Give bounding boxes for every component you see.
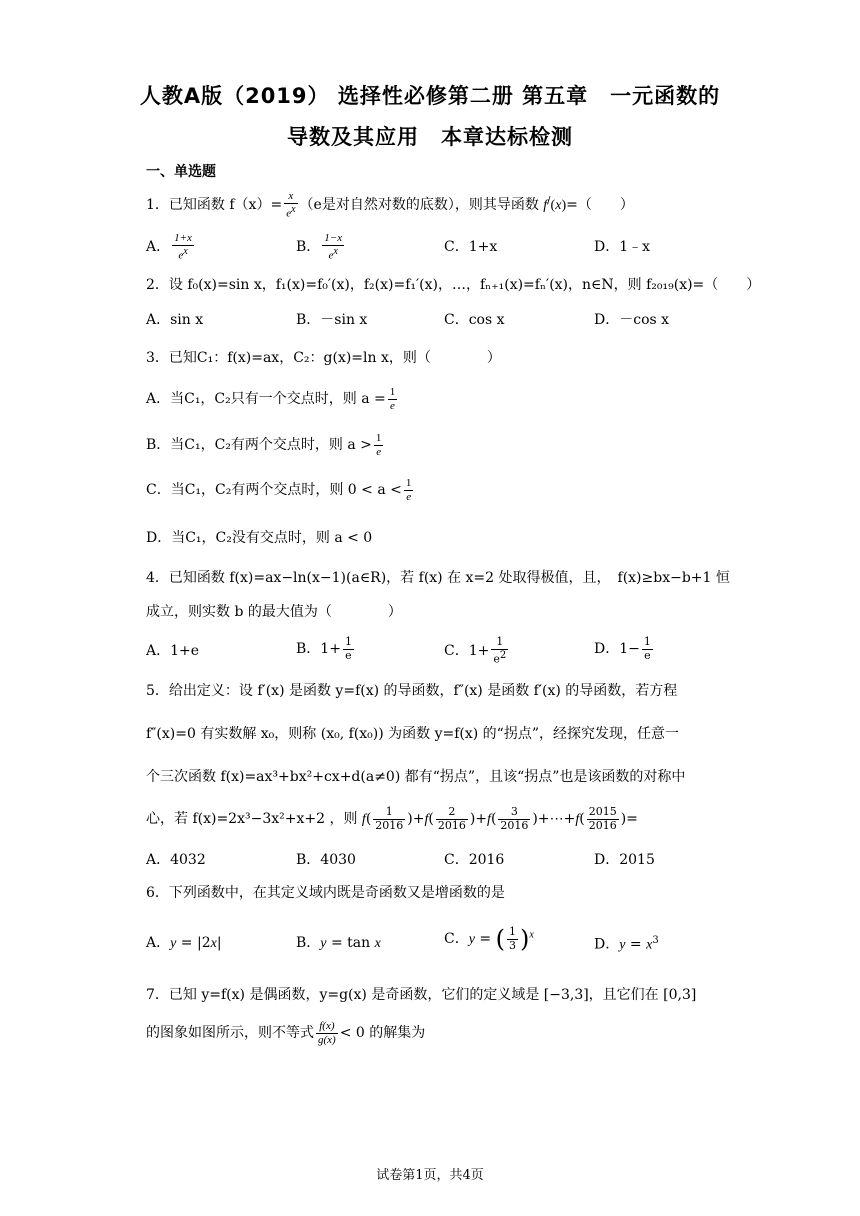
question-4-option-b: B．1+ $\frac{1}{e}$: [296, 635, 352, 662]
question-5-option-c: C．2016: [444, 852, 505, 868]
question-4-line-1: 4．已知函数 f(x)=ax−ln(x−1)(a∈R)，若 f(x) 在 x=2 处取得极值，且， f(x)≥bx−b+1 恒: [146, 570, 730, 586]
question-2-option-c: C．cos x: [444, 312, 505, 328]
question-2-stem: 2．设 f₀(x)=sin x，f₁(x)=f₀′(x)，f₂(x)=f₁′(x)，…，fₙ₊₁(x)=fₙ′(x)，n∈N，则 f₂₀₁₉(x)=（ ）: [146, 277, 761, 293]
question-3-option-d: D．当C₁，C₂没有交点时，则 a < 0: [146, 530, 373, 546]
question-2-option-b: B．－sin x: [296, 312, 368, 328]
question-5-option-d: D．2015: [594, 852, 655, 868]
question-7-line-1: 7．已知 y=f(x) 是偶函数，y=g(x) 是奇函数，它们的定义域是 [−3,3]，且它们在 [0,3]: [146, 987, 697, 1003]
question-5-option-a: A．4032: [146, 852, 206, 868]
question-3-stem: 3．已知C₁：f(x)=ax，C₂：g(x)=ln x，则（ ）: [146, 350, 501, 366]
question-3-option-a: A．当C₁，C₂只有一个交点时，则 a = $\frac{1}{e}$: [146, 386, 396, 412]
question-1-option-d: D．1﹣x: [594, 239, 651, 255]
question-5-line-3: 个三次函数 f(x)=ax³+bx²+cx+d(a≠0) 都有“拐点”，且该“拐点”也是该函数的对称中: [146, 769, 686, 785]
page-footer: 试卷第1页，共4页: [376, 1168, 484, 1183]
question-1-option-b: B． $\frac{1-x}{e^x}$: [296, 232, 343, 262]
page-title-line-2: 导数及其应用 本章达标检测: [287, 125, 573, 149]
question-5-line-1: 5．给出定义：设 f′(x) 是函数 y=f(x) 的导函数，f″(x) 是函数 f′(x) 的导函数，若方程: [146, 683, 678, 699]
question-2-option-a: A．sin x: [146, 312, 204, 328]
question-7-line-2: 的图象如图所示，则不等式 $\frac{f(x)}{g(x)}$ < 0 的解集为: [146, 1020, 426, 1046]
question-4-line-2: 成立，则实数 b 的最大值为（ ）: [146, 604, 402, 620]
question-6-option-a: A．y = |2x|: [146, 935, 222, 951]
question-6-stem: 6．下列函数中，在其定义域内既是奇函数又是增函数的是: [146, 885, 505, 901]
question-1-stem: 1．已知函数 f（x）= $\frac{x}{e^x}$ （e是对自然对数的底数），则其导函数 f/(x)=（ ）: [146, 190, 634, 220]
question-3-option-c: C．当C₁，C₂有两个交点时，则 0 < a < $\frac{1}{e}$: [146, 477, 412, 503]
question-6-option-c: C．y = ( $\frac{1}{3}$ )$^x$: [444, 925, 534, 954]
question-4-option-d: D．1− $\frac{1}{e}$: [594, 635, 651, 662]
question-4-option-c: C．1+ $\frac{1}{e^2}$: [444, 635, 507, 666]
page-title-line-1: 人教A版（2019） 选择性必修第二册 第五章 一元函数的: [139, 84, 721, 108]
question-5-line-4: 心，若 f(x)=2x³−3x²+x+2 ，则 f( $\frac{1}{2016}$ )+f( $\frac{2}{2016}$ )+f( $\frac{3}{2016}$ )+⋯+f( $\frac{2015}{2016}$ )=: [146, 805, 638, 832]
question-1-option-c: C．1+x: [444, 239, 498, 255]
question-2-option-d: D．－cos x: [594, 312, 670, 328]
question-6-option-b: B．y = tan x: [296, 935, 381, 951]
section-heading: 一、单选题: [146, 164, 216, 180]
question-3-option-b: B．当C₁，C₂有两个交点时，则 a > $\frac{1}{e}$: [146, 432, 382, 458]
question-4-option-a: A．1+e: [146, 643, 200, 659]
question-5-option-b: B．4030: [296, 852, 356, 868]
question-6-option-d: D．$y = x^3$: [594, 935, 659, 953]
question-5-line-2: f″(x)=0 有实数解 x₀，则称 (x₀, f(x₀)) 为函数 y=f(x) 的“拐点”，经探究发现，任意一: [146, 726, 679, 742]
question-1-option-a: A． $\frac{1+x}{e^x}$: [146, 232, 192, 262]
